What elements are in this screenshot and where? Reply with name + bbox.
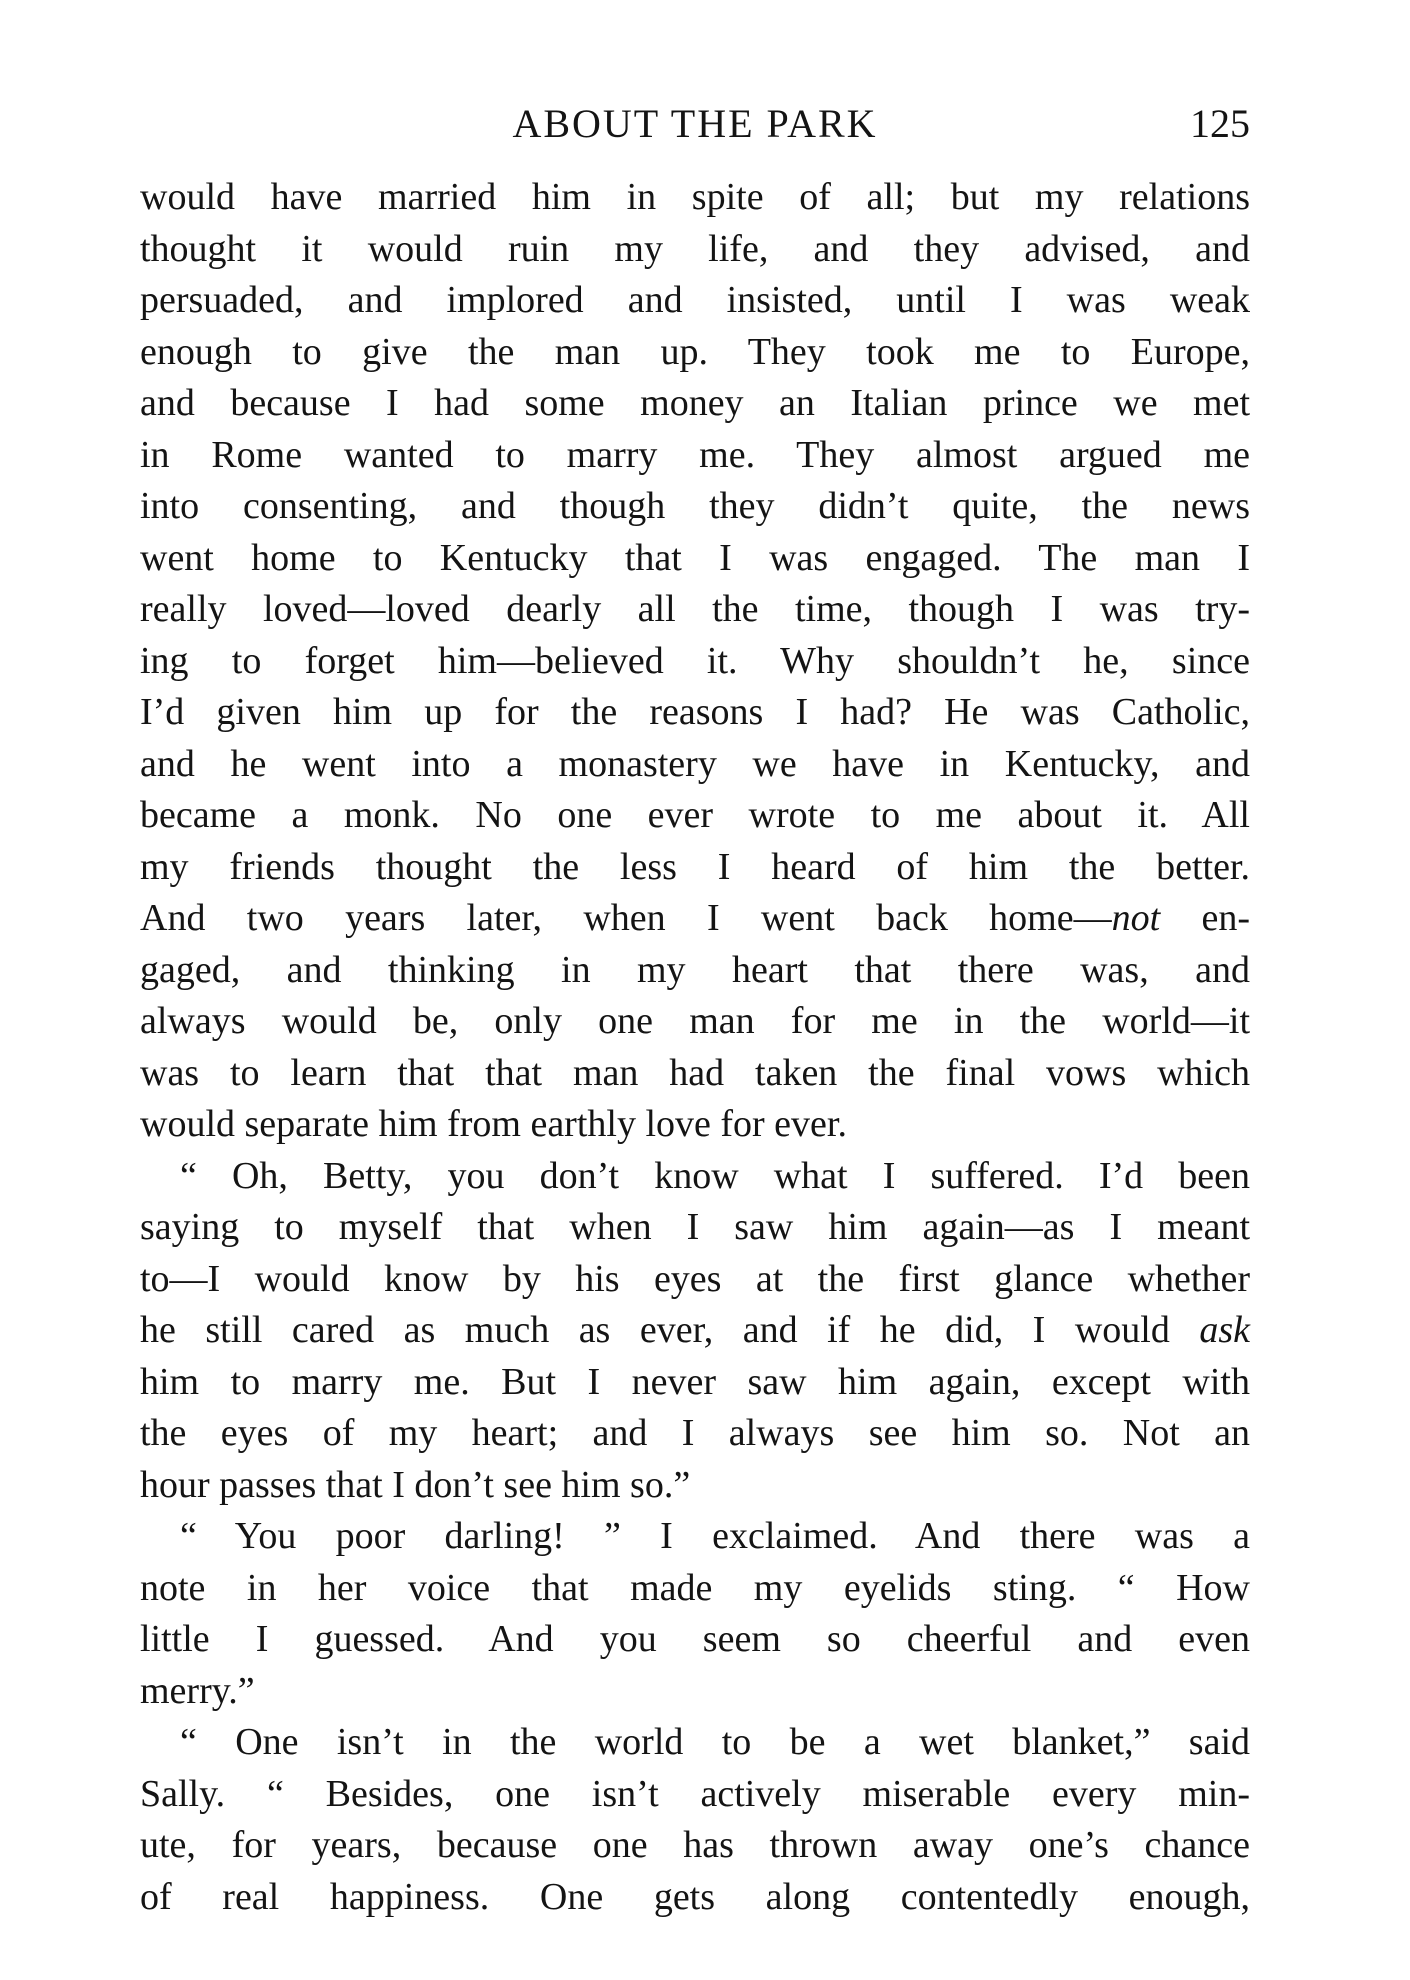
page-number: 125: [1190, 101, 1250, 146]
text-line: and because I had some money an Italian prince we met: [140, 382, 1250, 424]
text-line: hour passes that I don’t see him so.”: [140, 1463, 691, 1506]
body-text: [140, 172, 1250, 1923]
text-line: really loved—loved dearly all the time, though I was try-: [140, 588, 1250, 630]
text-line: [140, 1305, 1250, 1357]
text-line: in Rome wanted to marry me. They almost argued me: [140, 433, 1250, 476]
text-line: merry.”: [140, 1669, 255, 1712]
running-title: ABOUT THE PARK: [512, 101, 878, 146]
text-line: saying to myself that when I saw him again—as I meant: [140, 1206, 1250, 1248]
text-line: went home to Kentucky that I was engaged. The man I: [140, 536, 1250, 579]
running-head: [140, 100, 1250, 150]
text-line: thought it would ruin my life, and they advised, and: [140, 227, 1250, 270]
text-line: was to learn that that man had taken the final vows which: [140, 1051, 1250, 1094]
text-line: note in her voice that made my eyelids sting. “ How: [140, 1566, 1250, 1609]
text-line: of real happiness. One gets along contentedly enough,: [140, 1875, 1250, 1918]
text-line: would have married him in spite of all; but my relations: [140, 176, 1250, 218]
line-segment: And two years later, when I went back home—: [140, 897, 1112, 939]
line-segment: he still cared as much as ever, and if he did, I would: [140, 1309, 1200, 1351]
text-line: “ One isn’t in the world to be a wet blanket,” said: [180, 1721, 1250, 1763]
text-line: became a monk. No one ever wrote to me about it. All: [140, 794, 1250, 836]
text-line: him to marry me. But I never saw him again, except with: [140, 1360, 1250, 1403]
text-line: ute, for years, because one has thrown away one’s chance: [140, 1824, 1250, 1866]
emphasis-ask: ask: [1199, 1309, 1250, 1351]
line-segment: en-: [1160, 897, 1250, 939]
text-line: [140, 893, 1250, 945]
text-line: into consenting, and though they didn’t quite, the news: [140, 485, 1250, 527]
emphasis-not: not: [1111, 897, 1161, 939]
text-line: enough to give the man up. They took me to Europe,: [140, 330, 1250, 373]
text-line: and he went into a monastery we have in Kentucky, and: [140, 742, 1250, 785]
text-line: gaged, and thinking in my heart that there was, and: [140, 948, 1250, 991]
text-line: my friends thought the less I heard of him the better.: [140, 845, 1250, 888]
text-line: little I guessed. And you seem so cheerful and even: [140, 1618, 1250, 1660]
text-line: I’d given him up for the reasons I had? He was Catholic,: [140, 691, 1250, 733]
text-line: ing to forget him—believed it. Why shouldn’t he, since: [140, 639, 1250, 682]
text-line: “ Oh, Betty, you don’t know what I suffered. I’d been: [180, 1154, 1250, 1197]
text-line: the eyes of my heart; and I always see him so. Not an: [140, 1412, 1250, 1454]
text-line: persuaded, and implored and insisted, until I was weak: [140, 279, 1250, 321]
text-line: “ You poor darling! ” I exclaimed. And there was a: [180, 1515, 1250, 1557]
text-line: to—I would know by his eyes at the first glance whether: [140, 1257, 1250, 1300]
text-line: would separate him from earthly love for ever.: [140, 1103, 847, 1145]
text-line: Sally. “ Besides, one isn’t actively miserable every min-: [140, 1772, 1250, 1815]
text-line: always would be, only one man for me in the world—it: [140, 1000, 1250, 1042]
